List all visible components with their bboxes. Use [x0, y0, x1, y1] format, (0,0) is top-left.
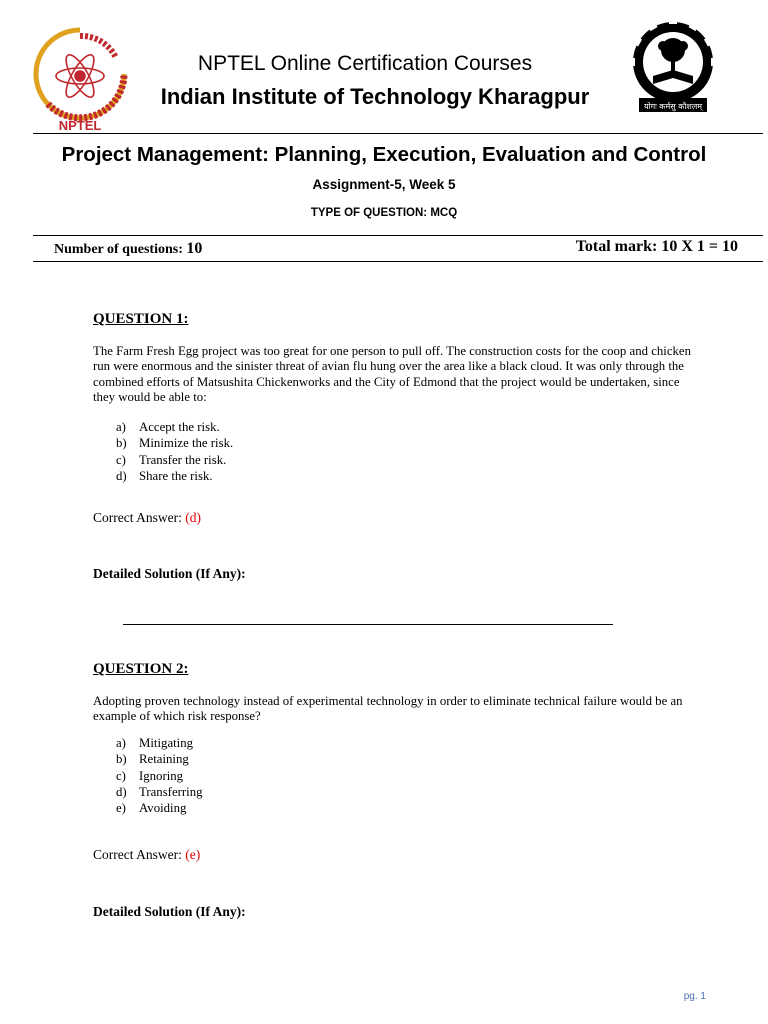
iit-logo-motto: योगः कर्मसु कौशलम्	[643, 102, 703, 111]
option: c) Ignoring	[116, 768, 184, 783]
option: a) Accept the risk.	[116, 420, 220, 434]
option: a) Mitigating	[116, 736, 194, 750]
summary-bottom-rule	[33, 261, 763, 262]
option: d) Share the risk.	[116, 468, 213, 483]
num-questions-label: Number of questions:	[54, 242, 183, 257]
question-2-options	[116, 735, 203, 816]
question-1-answer: Correct Answer: (d)	[93, 510, 201, 525]
iit-kharagpur-logo	[625, 18, 721, 118]
option: c) Transfer the risk.	[116, 452, 227, 467]
nptel-logo-text: NPTEL	[58, 118, 102, 133]
question-2-heading: QUESTION 2:	[93, 661, 189, 677]
total-mark: Total mark: 10 X 1 = 10	[575, 238, 738, 255]
question-2-answer: Correct Answer: (e)	[93, 847, 201, 862]
course-title: Project Management: Planning, Execution, Evaluation and Control	[61, 143, 707, 166]
question-1-text: The Farm Fresh Egg project was too great for one person to pull off. The construction costs for the coop and chicken run were enormous and the sinister threat of avian flu hung over the area like a black cloud. It was only through the combined efforts of Matsushita Chickenworks and the City of Edmond that the project would be undertaken, since they would be able to:	[93, 344, 691, 404]
assignment-label: Assignment-5, Week 5	[312, 177, 456, 192]
question-2-answer-value: (e)	[185, 847, 201, 862]
option: b) Minimize the risk.	[116, 436, 234, 451]
question-separator	[123, 624, 613, 625]
question-1-options	[116, 419, 233, 484]
option: b) Retaining	[116, 752, 189, 767]
question-2-solution-label: Detailed Solution (If Any):	[93, 904, 246, 919]
summary-top-rule	[33, 235, 763, 236]
num-questions-value: 10	[186, 240, 203, 257]
header-rule	[33, 133, 763, 134]
question-1-answer-value: (d)	[185, 510, 201, 525]
header-line2: Indian Institute of Technology Kharagpur	[160, 84, 590, 109]
option: d) Transferring	[116, 784, 203, 799]
option: e) Avoiding	[116, 801, 187, 816]
question-1-solution-label: Detailed Solution (If Any):	[93, 566, 246, 581]
header-line1: NPTEL Online Certification Courses	[197, 52, 533, 75]
question-type-label: TYPE OF QUESTION: MCQ	[310, 207, 458, 219]
question-2-text: Adopting proven technology instead of experimental technology in order to eliminate technical failure would be an example of which risk response?	[93, 694, 683, 724]
question-1-heading: QUESTION 1:	[93, 311, 189, 327]
number-of-questions	[54, 240, 202, 258]
page-number: pg. 1	[683, 991, 706, 1002]
nptel-logo	[28, 22, 132, 134]
